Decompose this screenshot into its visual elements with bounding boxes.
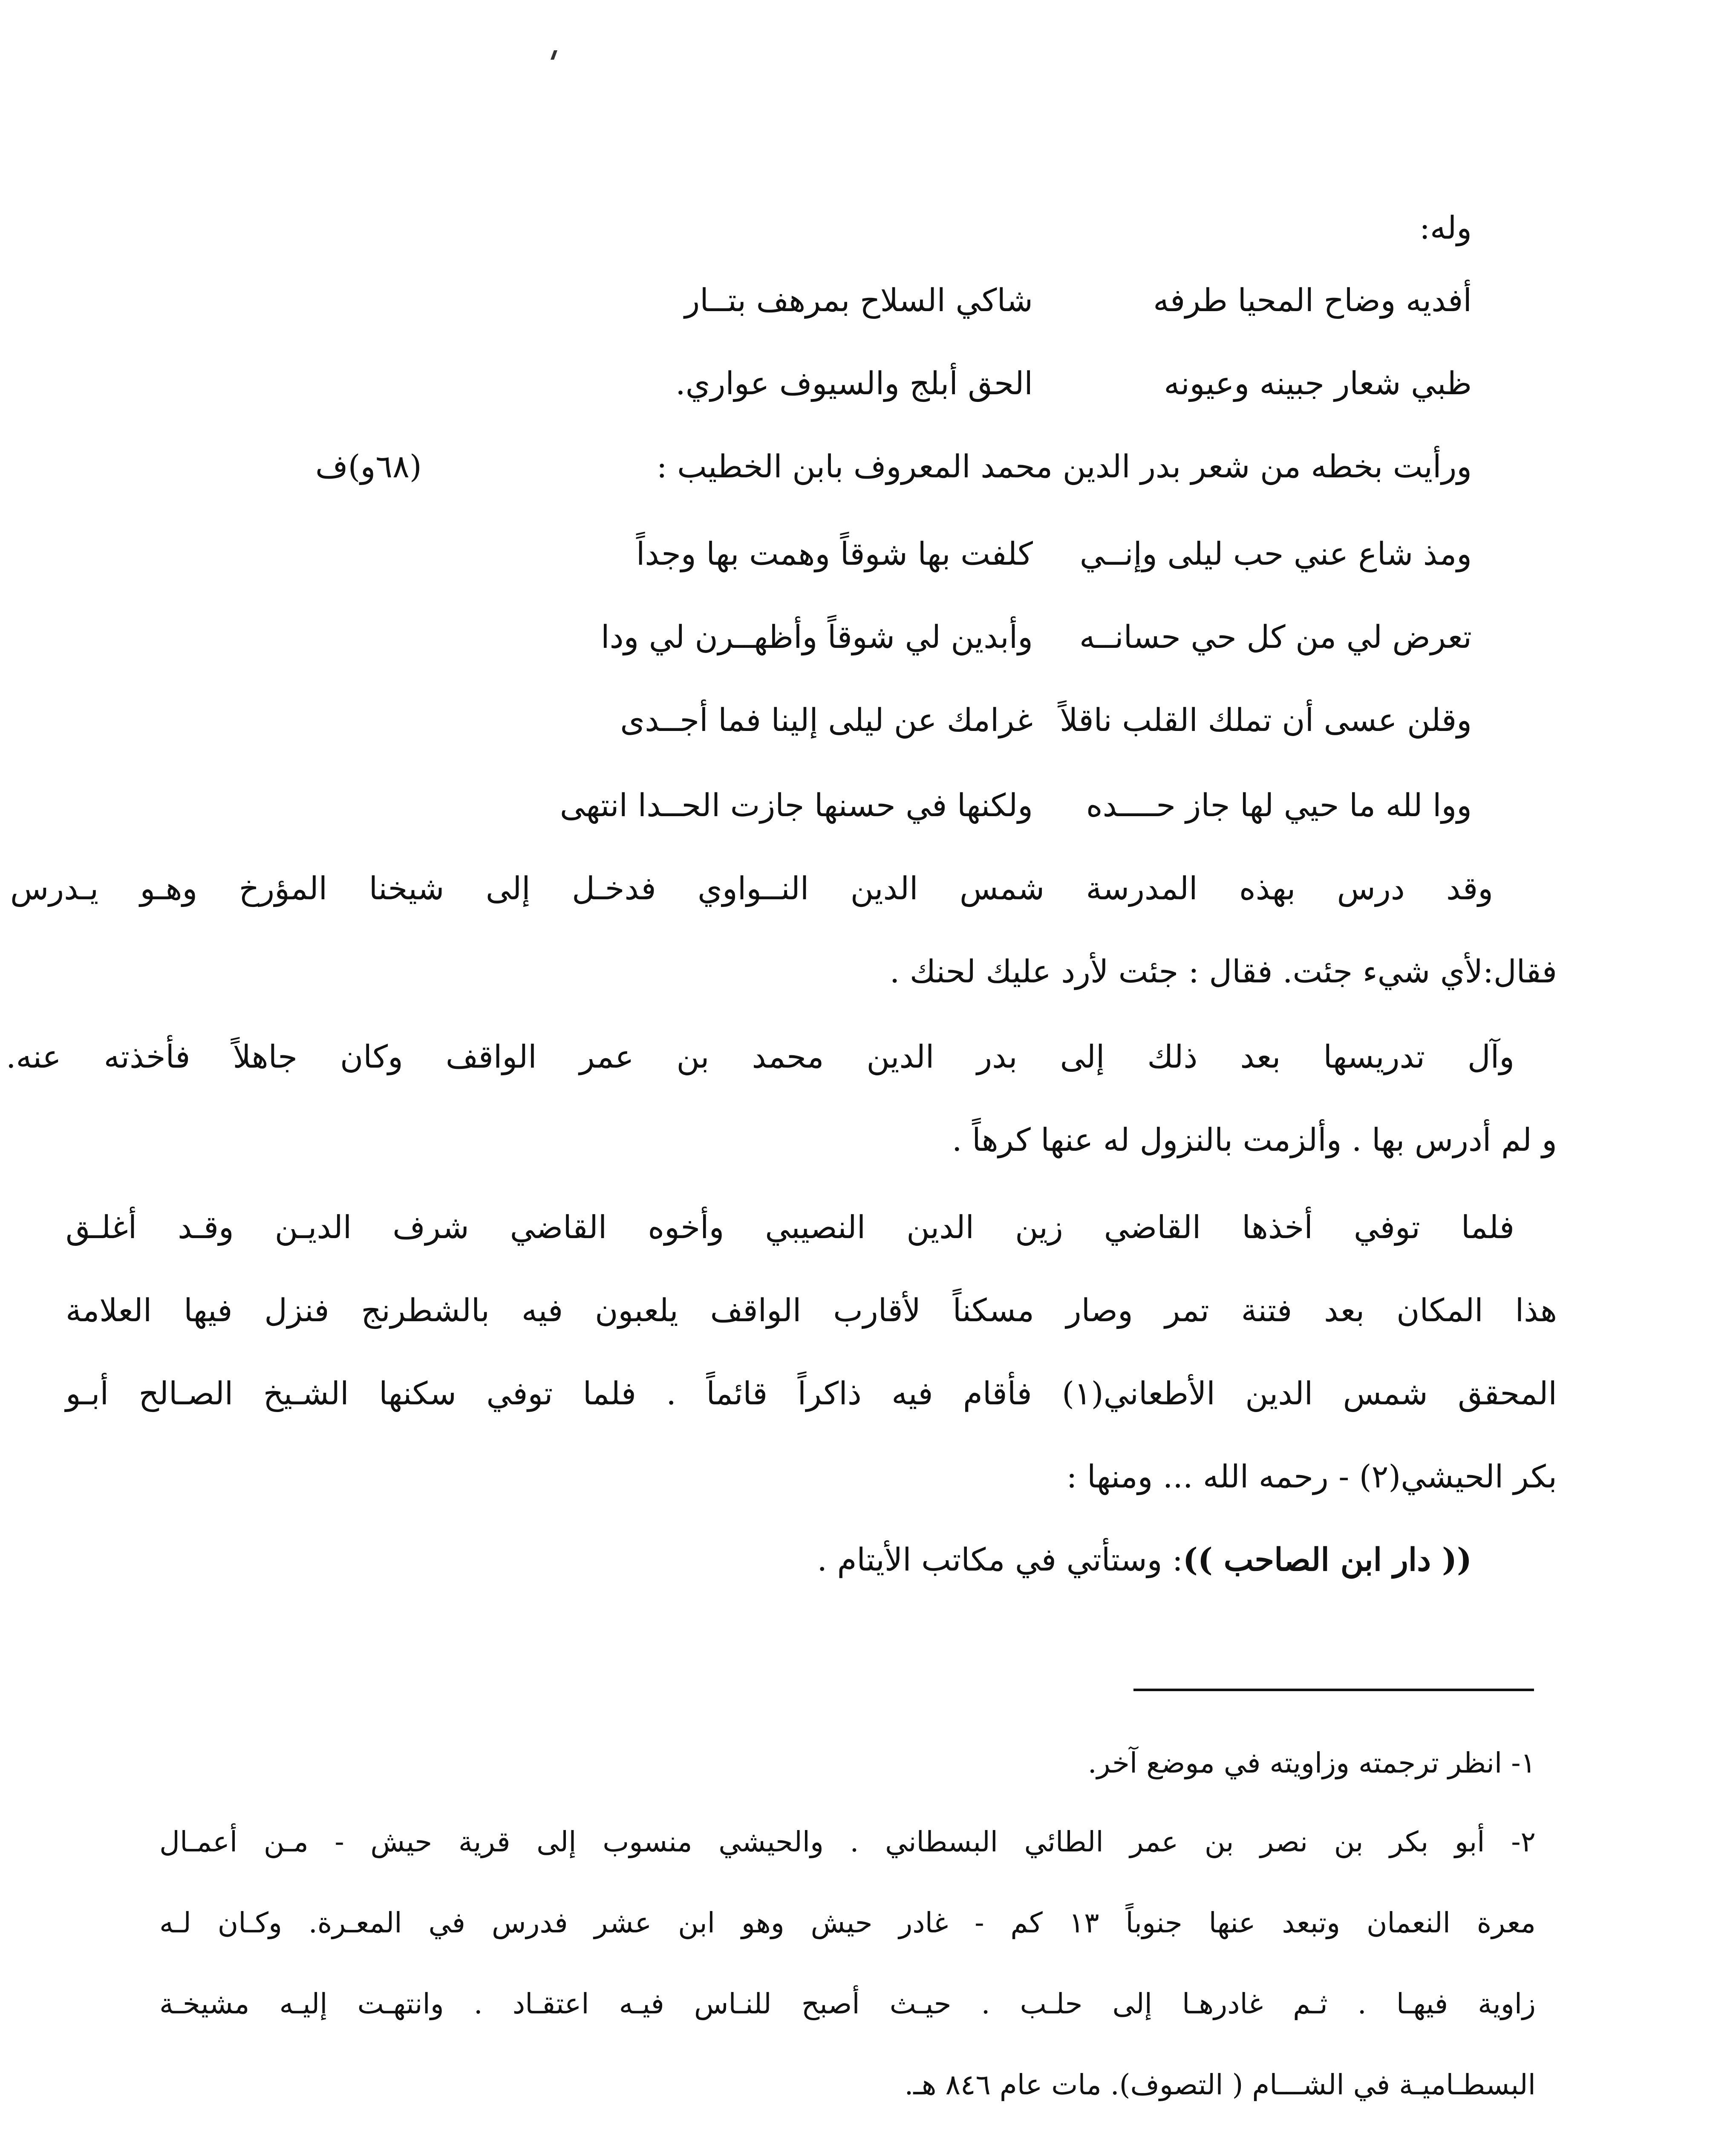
- body-line-last: [117, 1536, 1472, 1583]
- body-line: وآل تدريسها بعد ذلك إلى بدر الدين محمد بن عمر الواقف وكان جاهلاً فأخذته عنه.: [6, 1039, 1514, 1075]
- poem1-verse2-hemistich1: ظبي شعار جبينه وعيونه: [1164, 365, 1472, 402]
- paragraph-line: ورأيت بخطه من شعر بدر الدين محمد المعروف بابن الخطيب :: [656, 448, 1472, 485]
- poem2-verse3-hemistich1: وقلن عسى أن تملك القلب ناقلاً: [1060, 702, 1472, 739]
- poem2-verse4-hemistich2: ولكنها في حسنها جازت الحــدا انتهى: [559, 787, 1033, 824]
- section-intro: وله:: [1419, 210, 1472, 246]
- poem2-verse1-hemistich1: ومذ شاع عني حب ليلى وإنــي: [1079, 536, 1472, 572]
- poem2-verse2-hemistich2: وأبدين لي شوقاً وأظهــرن لي ودا: [601, 619, 1033, 655]
- ink-mark: [551, 50, 557, 60]
- body-line: المحقق شمس الدين الأطعاني(١) فأقام فيه ذاكراً قائماً . فلما توفي سكنها الشـيخ الصـالح أبـو: [66, 1375, 1557, 1412]
- footnote-2-line: ٢- أبو بكر بن نصر بن عمر الطائي البسطاني . والحيشي منسوب إلى قرية حيش - مـن أعمـال: [159, 1825, 1536, 1858]
- body-line: و لم أدرس بها . وألزمت بالنزول له عنها كرهاً .: [952, 1122, 1557, 1158]
- poem2-verse2-hemistich1: تعرض لي من كل حي حسانــه: [1079, 619, 1472, 655]
- body-line: فلما توفي أخذها القاضي زين الدين النصيبي وأخوه القاضي شرف الديـن وقـد أغلـق: [66, 1209, 1514, 1246]
- body-line: هذا المكان بعد فتنة تمر وصار مسكناً لأقارب الواقف يلعبون فيه بالشطرنج فنزل فيها العلامة: [66, 1292, 1557, 1329]
- poem1-verse1-hemistich1: أفديه وضاح المحيا طرفه: [1153, 282, 1472, 319]
- poem1-verse2-hemistich2: الحق أبلج والسيوف عواري.: [675, 365, 1033, 402]
- body-line: فقال:لأي شيء جئت. فقال : جئت لأرد عليك لحنك .: [889, 953, 1557, 990]
- footnote-2-line: زاوية فيهـا . ثـم غادرهـا إلى حلـب . حيـث أصبح للنـاس فيـه اعتقـاد . وانتهـت إليـه مشيخـة: [159, 1987, 1536, 2020]
- body-line-rest: : وستأتي في مكاتب الأيتام .: [817, 1542, 1183, 1578]
- body-line: وقد درس بهذه المدرسة شمس الدين النــواوي فدخـل إلى شيخنا المؤرخ وهـو يـدرس: [10, 870, 1493, 907]
- poem2-verse4-hemistich1: ووا لله ما حيي لها جاز حــــده: [1086, 787, 1472, 824]
- body-line: بكر الحيشي(٢) - رحمه الله ... ومنها :: [1066, 1458, 1557, 1495]
- poem2-verse1-hemistich2: كلفت بها شوقاً وهمت بها وجداً: [636, 536, 1033, 572]
- footnote-1: ١- انظر ترجمته وزاويته في موضع آخر.: [1087, 1747, 1536, 1779]
- poem2-verse3-hemistich2: غرامك عن ليلى إلينا فما أجــدى: [620, 702, 1033, 739]
- footnote-separator: [1133, 1689, 1534, 1691]
- poem1-verse1-hemistich2: شاكي السلاح بمرهف بتــار: [684, 282, 1033, 319]
- section-heading-dar-ibn-al-sahib: (( دار ابن الصاحب )): [1182, 1542, 1472, 1578]
- footnote-2-line: البسطـاميـة في الشـــام ( التصوف). مات عام ٨٤٦ هـ.: [904, 2068, 1536, 2101]
- footnote-2-line: معرة النعمان وتبعد عنها جنوباً ١٣ كم - غادر حيش وهو ابن عشر فدرس في المعـرة. وكـان لـه: [159, 1906, 1536, 1939]
- margin-folio-reference: (٦٨و)ف: [315, 448, 422, 485]
